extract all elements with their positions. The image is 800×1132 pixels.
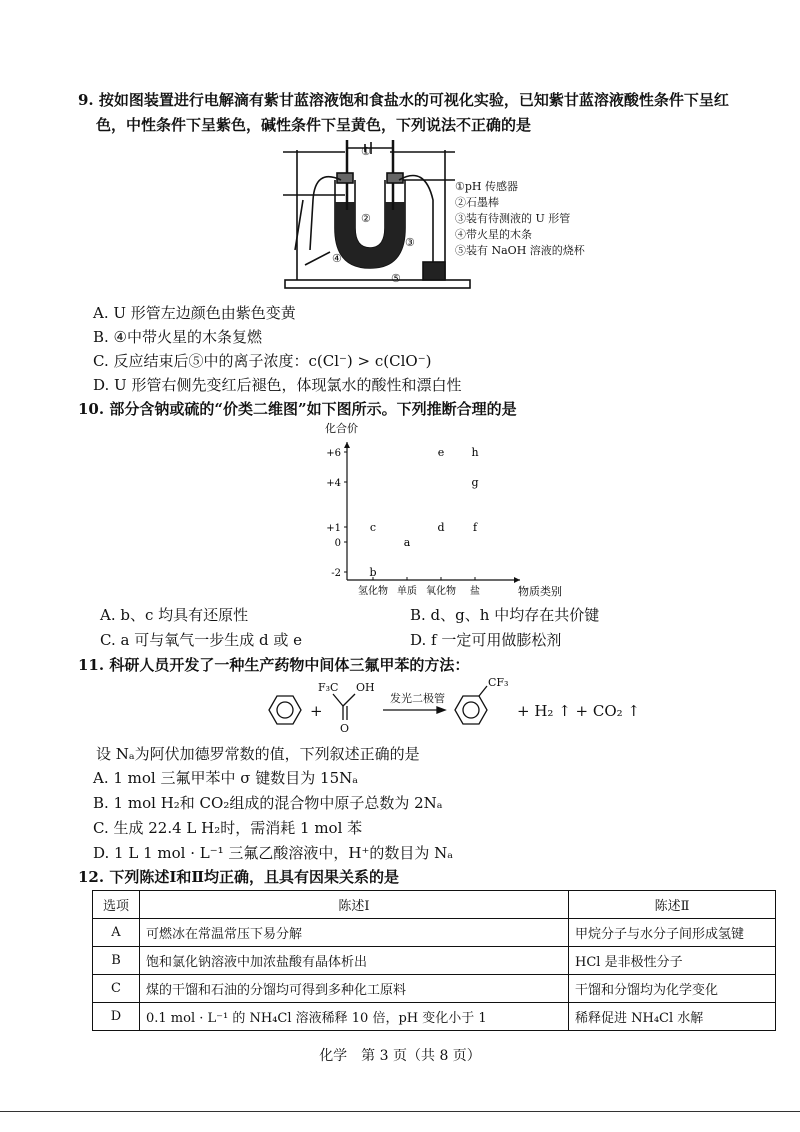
q10-option-d: D. f 一定可用做膨松剂 bbox=[410, 631, 562, 649]
eq-acid-cf3: F₃C bbox=[318, 681, 339, 694]
table-cell: 可燃冰在常温常压下易分解 bbox=[140, 919, 569, 947]
q10-option-a: A. b、c 均具有还原性 bbox=[100, 606, 249, 624]
data-point-a: a bbox=[403, 536, 411, 549]
chart-ylabel: 化合价 bbox=[325, 422, 358, 435]
eq-acid-oh: OH bbox=[356, 681, 375, 694]
q11-option-b: B. 1 mol H₂和 CO₂组成的混合物中原子总数为 2Nₐ bbox=[93, 794, 443, 812]
x-tick-label: 盐 bbox=[470, 586, 480, 597]
marker-4: ④ bbox=[332, 252, 342, 265]
q9-option-d: D. U 形管右侧先变红后褪色，体现氯水的酸性和漂白性 bbox=[93, 376, 462, 394]
x-tick-label: 氧化物 bbox=[426, 586, 456, 597]
q11-option-c: C. 生成 22.4 L H₂时，需消耗 1 mol 苯 bbox=[93, 819, 363, 837]
table-cell: 煤的干馏和石油的分馏均可得到多种化工原料 bbox=[140, 975, 569, 1003]
q11-intro: 设 Nₐ为阿伏加德罗常数的值，下列叙述正确的是 bbox=[96, 745, 420, 763]
q9-option-b: B. ④中带火星的木条复燃 bbox=[93, 328, 263, 346]
table-cell: D bbox=[93, 1003, 140, 1031]
data-point-e: e bbox=[437, 446, 445, 459]
header-option: 选项 bbox=[93, 891, 140, 919]
data-point-b: b bbox=[369, 566, 377, 579]
chart-xlabel: 物质类别 bbox=[518, 585, 562, 598]
table-row bbox=[93, 947, 776, 975]
table-cell: 饱和氯化钠溶液中加浓盐酸有晶体析出 bbox=[140, 947, 569, 975]
q9-option-c: C. 反应结束后⑤中的离子浓度：c(Cl⁻) > c(ClO⁻) bbox=[93, 352, 432, 370]
header-statement-1: 陈述Ⅰ bbox=[140, 891, 569, 919]
marker-2: ② bbox=[361, 212, 371, 225]
q10-stem: 10. 部分含钠或硫的“价类二维图”如下图所示。下列推断合理的是 bbox=[78, 400, 517, 418]
marker-3: ③ bbox=[405, 236, 415, 249]
y-tick-label: -2 bbox=[331, 568, 341, 579]
q11-stem: 11. 科研人员开发了一种生产药物中间体三氟甲苯的方法： bbox=[78, 656, 470, 674]
table-row bbox=[93, 975, 776, 1003]
q9-stem-line1: 9. 按如图装置进行电解滴有紫甘蓝溶液饱和食盐水的可视化实验，已知紫甘蓝溶液酸性条件下呈红 bbox=[78, 91, 729, 109]
q9-stem-line2: 色，中性条件下呈紫色，碱性条件下呈黄色，下列说法不正确的是 bbox=[96, 116, 532, 134]
q9-option-a: A. U 形管左边颜色由紫色变黄 bbox=[93, 304, 296, 322]
q10-option-c: C. a 可与氧气一步生成 d 或 e bbox=[100, 631, 302, 649]
x-axis-arrow bbox=[514, 577, 520, 583]
table-cell: HCl 是非极性分子 bbox=[569, 947, 776, 975]
table-row bbox=[93, 1003, 776, 1031]
page-footer: 化学 第 3 页（共 8 页） bbox=[319, 1048, 481, 1064]
q11-option-d: D. 1 L 1 mol · L⁻¹ 三氟乙酸溶液中，H⁺的数目为 Nₐ bbox=[93, 844, 454, 862]
data-point-g: g bbox=[471, 476, 479, 489]
figure-legend-4: ④带火星的木条 bbox=[455, 228, 532, 241]
table-cell: 干馏和分馏均为化学变化 bbox=[569, 975, 776, 1003]
data-point-f: f bbox=[472, 521, 478, 534]
q12-table bbox=[92, 890, 776, 1031]
eq-plus-1: + bbox=[310, 702, 323, 720]
x-tick-label: 单质 bbox=[397, 586, 417, 597]
y-tick-label: 0 bbox=[334, 538, 341, 549]
valence-category-chart bbox=[315, 420, 575, 600]
table-cell: 甲烷分子与水分子间形成氢键 bbox=[569, 919, 776, 947]
data-point-d: d bbox=[437, 521, 445, 534]
table-cell: 稀释促进 NH₄Cl 水解 bbox=[569, 1003, 776, 1031]
y-tick-label: +4 bbox=[326, 478, 341, 489]
header-statement-2: 陈述Ⅱ bbox=[569, 891, 776, 919]
figure-legend-3: ③装有待测液的 U 形管 bbox=[455, 212, 571, 225]
table-cell: 0.1 mol · L⁻¹ 的 NH₄Cl 溶液稀释 10 倍，pH 变化小于 1 bbox=[140, 1003, 569, 1031]
marker-1: ① bbox=[361, 145, 371, 158]
data-point-h: h bbox=[471, 446, 479, 459]
figure-legend-2: ②石墨棒 bbox=[455, 196, 499, 209]
eq-product-group: CF₃ bbox=[488, 676, 509, 689]
y-axis-arrow bbox=[344, 442, 350, 448]
y-tick-label: +6 bbox=[326, 448, 341, 459]
figure-legend-5: ⑤装有 NaOH 溶液的烧杯 bbox=[455, 244, 585, 257]
table-cell: A bbox=[93, 919, 140, 947]
q10-option-b: B. d、g、h 中均存在共价键 bbox=[410, 606, 600, 624]
table-row bbox=[93, 919, 776, 947]
q12-stem: 12. 下列陈述Ⅰ和Ⅱ均正确，且具有因果关系的是 bbox=[78, 868, 399, 886]
marker-5: ⑤ bbox=[391, 272, 401, 285]
y-tick-label: +1 bbox=[326, 523, 341, 534]
q11-option-a: A. 1 mol 三氟甲苯中 σ 键数目为 15Nₐ bbox=[93, 769, 359, 787]
eq-acid-o: O bbox=[340, 722, 350, 735]
eq-tail: + H₂ ↑ + CO₂ ↑ bbox=[517, 702, 640, 720]
table-cell: C bbox=[93, 975, 140, 1003]
x-tick-label: 氢化物 bbox=[358, 586, 388, 597]
bottom-divider bbox=[0, 1111, 800, 1112]
table-header-row bbox=[93, 891, 776, 919]
table-cell: B bbox=[93, 947, 140, 975]
eq-condition: 发光二极管 bbox=[390, 692, 445, 705]
figure-legend-1: ①pH 传感器 bbox=[455, 180, 518, 193]
data-point-c: c bbox=[369, 521, 377, 534]
